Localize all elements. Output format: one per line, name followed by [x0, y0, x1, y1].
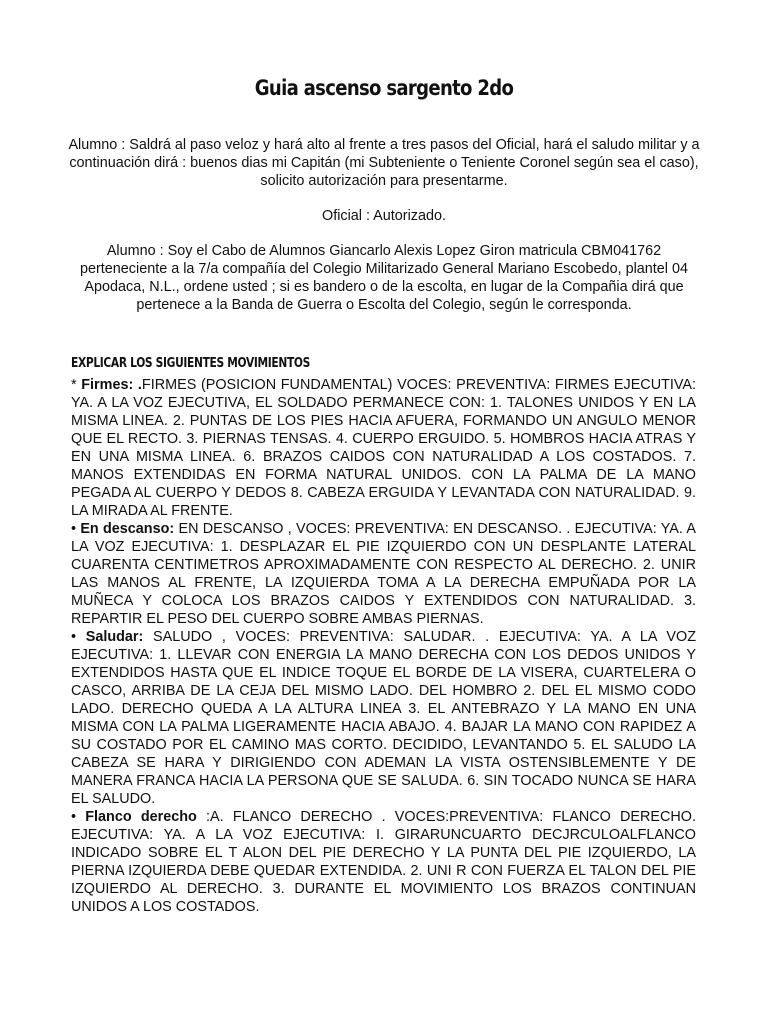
movement-saludar — [71, 628, 696, 808]
movement-text: SALUDO , VOCES: PREVENTIVA: SALUDAR. . EJECUTIVA: YA. A LA VOZ EJECUTIVA: 1. LLEVAR CON ENERGIA LA MANO DERECHA CON LOS DEDOS UNIDOS Y EXTENDIDOS HASTA QUE EL INDICE TOQUE EL BORDE DE LA VISERA, CUARTELERA O CASCO, ARRIBA DE LA CEJA DEL MISMO LADO. DEL HOMBRO 2. DEL EL MISMO CODO LADO. DERECHO QUEDA A LA ALTURA LINEA 3. EL ANTEBRAZO Y LA MANO EN UNA MISMA CON LA PALMA LIGERAMENTE HACIA ABAJO. 4. BAJAR LA MANO CON RAPIDEZ A SU COSTADO POR EL CAMINO MAS CORTO. DECIDIDO, LEVANTANDO 5. EL SALUDO LA CABEZA SE HARA Y DIRIGIENDO CON ADEMAN LA VISTA OSTENSIBLEMENTE Y DE MANERA FRANCA HACIA LA PERSONA QUE SE SALUDA. 6. SIN TOCADO NUNCA SE HARA EL SALUDO. — [71, 629, 696, 807]
intro-section — [62, 136, 706, 331]
document-title: Guia ascenso sargento 2do — [254, 76, 514, 100]
movement-text: EN DESCANSO , VOCES: PREVENTIVA: EN DESCANSO. . EJECUTIVA: YA. A LA VOZ EJECUTIVA: 1. DESPLAZAR EL PIE IZQUIERDO CON UN DESPLANTE LATERAL CUARENTA CENTIMETROS APROXIMADAMENTE CON RESPECTO AL DERECHO. 2. UNIR LAS MANOS AL FRENTE, LA IZQUIERDA TOMA A LA DERECHA EMPUÑADA POR LA MUÑECA Y COLOCA LOS BRAZOS CAIDOS Y EXTENDIDOS CON NATURALIDAD. 3. REPARTIR EL PESO DEL CUERPO SOBRE AMBAS PIERNAS. — [71, 521, 696, 627]
movement-prefix: • — [71, 521, 81, 537]
movements-section — [71, 376, 696, 916]
movement-name: Flanco derecho — [85, 809, 197, 825]
movement-firmes — [71, 376, 696, 520]
movement-name: Firmes: . — [81, 377, 142, 393]
movement-name: En descanso: — [80, 521, 175, 537]
section-heading: EXPLICAR LOS SIGUIENTES MOVIMIENTOS — [71, 356, 311, 371]
movement-text: :A. FLANCO DERECHO . VOCES:PREVENTIVA: FLANCO DERECHO. EJECUTIVA: YA. A LA VOZ EJECUTIVA: I. GIRARUNCUARTO DECJRCULOALFLANCO INDICADO SOBRE EL T ALON DEL PIE DERECHO Y LA PUNTA DEL PIE IZQUIERDO, LA PIERNA IZQUIERDA DEBE QUEDAR EXTENDIDA. 2. UNI R CON FUERZA EL TALON DEL PIE IZQUIERDO AL DERECHO. 3. DURANTE EL MOVIMIENTO LOS BRAZOS CONTINUAN UNIDOS A LOS COSTADOS. — [71, 809, 696, 915]
movement-prefix: • — [71, 629, 86, 645]
intro-paragraph-oficial-reply: Oficial : Autorizado. — [322, 208, 446, 224]
movement-prefix: * — [71, 377, 82, 393]
movement-prefix: • — [71, 809, 86, 825]
movement-flanco-derecho — [71, 808, 696, 916]
movement-en-descanso — [71, 520, 696, 628]
intro-paragraph-alumno-presentation: Alumno : Soy el Cabo de Alumnos Giancarlo Alexis Lopez Giron matricula CBM041762 perteneciente a la 7/a compañía del Colegio Militarizado General Mariano Escobedo, plantel 04 Apodaca, N.L., ordene usted ; si es bandero o de la escolta, en lugar de la Compañia dirá que pertenece a la Banda de Guerra o Escolta del Colegio, según le corresponda. — [80, 243, 688, 313]
movement-name: Saludar: — [85, 629, 144, 645]
movement-text: FIRMES (POSICION FUNDAMENTAL) VOCES: PREVENTIVA: FIRMES EJECUTIVA: YA. A LA VOZ EJECUTIVA, EL SOLDADO PERMANECE CON: 1. TALONES UNIDOS Y EN LA MISMA LINEA. 2. PUNTAS DE LOS PIES HACIA AFUERA, FORMANDO UN ANGULO MENOR QUE EL RECTO. 3. PIERNAS TENSAS. 4. CUERPO ERGUIDO. 5. HOMBROS HACIA ATRAS Y EN UNA MISMA LINEA. 6. BRAZOS CAIDOS CON NATURALIDAD A LOS COSTADOS. 7. MANOS EXTENDIDAS EN FORMA NATURAL UNIDOS. CON LA PALMA DE LA MANO PEGADA AL CUERPO Y DEDOS 8. CABEZA ERGUIDA Y LEVANTADA CON NATURALIDAD. 9. LA MIRADA AL FRENTE. — [71, 377, 696, 519]
intro-paragraph-alumno-request: Alumno : Saldrá al paso veloz y hará alto al frente a tres pasos del Oficial, hará el saludo militar y a continuación dirá : buenos dias mi Capitán (mi Subteniente o Teniente Coronel según sea el caso), solicito autorización para presentarme. — [68, 137, 700, 189]
